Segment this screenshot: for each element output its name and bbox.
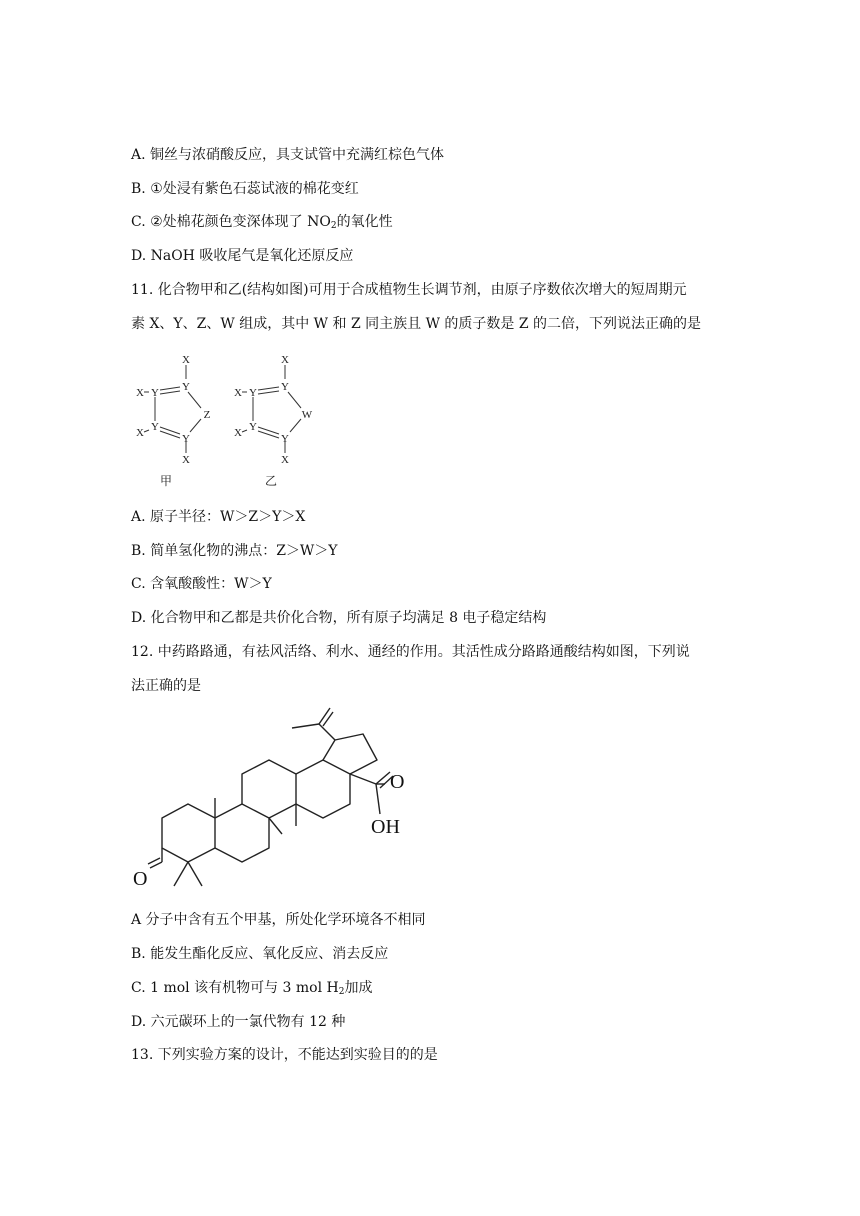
jia-x-left-top: X	[136, 387, 144, 399]
q11-stem-line2: 素 X、Y、Z、W 组成，其中 W 和 Z 同主族且 W 的质子数是 Z 的二倍，下列说法正确的是	[131, 316, 702, 332]
yi-x-left-bottom: X	[234, 427, 242, 439]
yi-y-top: Y	[281, 381, 289, 393]
jia-y-left-bottom: Y	[151, 421, 159, 433]
q12-option-c	[131, 979, 373, 1001]
q12-stem-line2: 法正确的是	[131, 678, 201, 694]
q11-stem-line1: 11. 化合物甲和乙(结构如图)可用于合成植物生长调节剂，由原子序数依次增大的短周期元	[131, 282, 687, 298]
q10-option-d: D. NaOH 吸收尾气是氧化还原反应	[131, 248, 354, 264]
caption-jia: 甲	[159, 474, 173, 488]
q12-option-b: B. 能发生酯化反应、氧化反应、消去反应	[131, 946, 389, 962]
jia-z: Z	[203, 409, 211, 421]
q10-option-c-tail: 的氧化性	[336, 214, 393, 230]
jia-x-left-bottom: X	[136, 427, 144, 439]
q12-structure-figure	[130, 702, 420, 897]
acid-o-label: O	[390, 771, 405, 793]
q10-option-b: B. ①处浸有紫色石蕊试液的棉花变红	[131, 181, 359, 197]
ketone-o-label: O	[133, 868, 148, 890]
q12-option-c-tail: 加成	[344, 980, 373, 996]
q10-option-c	[131, 213, 393, 235]
yi-y-bottom: Y	[281, 433, 289, 445]
q10-option-c-subscript: 2	[330, 221, 337, 231]
yi-x-left-top: X	[234, 387, 242, 399]
yi-x-bottom: X	[281, 454, 289, 466]
q11-option-a: A. 原子半径：W＞Z＞Y＞X	[131, 509, 306, 525]
jia-y-bottom: Y	[182, 433, 190, 445]
yi-x-top: X	[281, 354, 289, 366]
q11-option-b: B. 简单氢化物的沸点：Z＞W＞Y	[131, 543, 338, 559]
q11-structure-figure	[128, 352, 313, 492]
q11-option-c: C. 含氧酸酸性：W＞Y	[131, 576, 272, 592]
acid-oh-label: OH	[371, 816, 400, 838]
q11-option-d: D. 化合物甲和乙都是共价化合物，所有原子均满足 8 电子稳定结构	[131, 610, 547, 626]
yi-y-left-bottom: Y	[249, 421, 257, 433]
q12-option-c-subscript: 2	[338, 987, 345, 997]
q12-option-d: D. 六元碳环上的一氯代物有 12 种	[131, 1014, 346, 1030]
jia-y-top: Y	[182, 381, 190, 393]
q10-option-a: A. 铜丝与浓硝酸反应，具支试管中充满红棕色气体	[131, 147, 445, 163]
q12-option-c-text: C. 1 mol 该有机物可与 3 mol H	[131, 980, 339, 996]
caption-yi: 乙	[264, 474, 278, 488]
yi-w: W	[301, 409, 313, 421]
q12-option-a: A 分子中含有五个甲基，所处化学环境各不相同	[131, 912, 426, 928]
jia-x-top: X	[182, 354, 190, 366]
yi-y-left-top: Y	[249, 387, 257, 399]
jia-x-bottom: X	[182, 454, 190, 466]
q12-stem-line1: 12. 中药路路通，有祛风活络、利水、通经的作用。其活性成分路路通酸结构如图，下列说	[131, 644, 690, 660]
jia-y-left-top: Y	[151, 387, 159, 399]
q13-stem: 13. 下列实验方案的设计，不能达到实验目的的是	[131, 1047, 438, 1063]
q10-option-c-text: C. ②处棉花颜色变深体现了 NO	[131, 214, 331, 230]
